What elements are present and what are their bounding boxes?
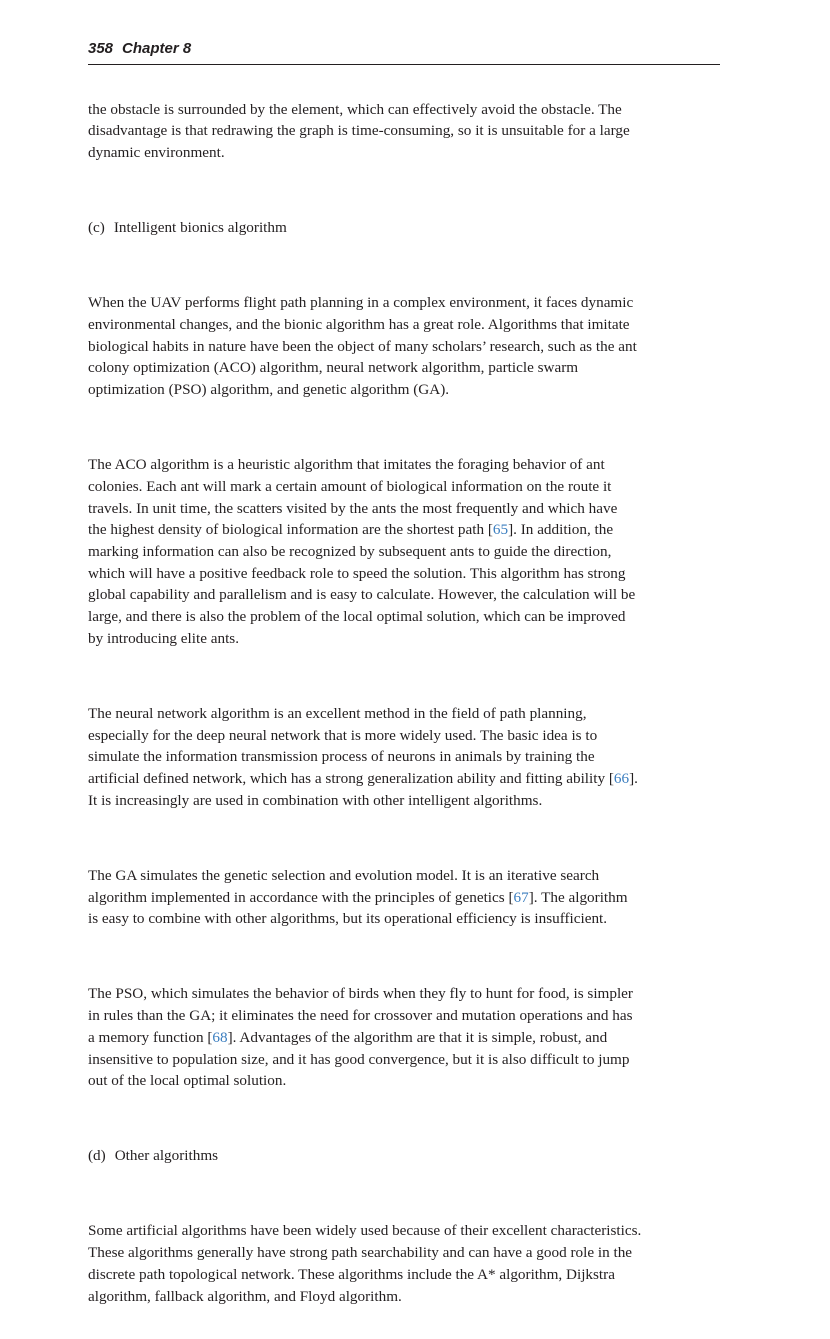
citation-link-67[interactable]: 67 [513,888,529,906]
paragraph-ga [88,865,720,930]
section-label-d: (d) [88,1147,106,1165]
paragraph-neural-network [88,703,720,812]
section-title-d: Other algorithms [114,1147,219,1165]
citation-link-66[interactable]: 66 [613,770,630,788]
citation-link-68[interactable]: 68 [212,1028,228,1046]
paragraph-aco [88,454,720,649]
paragraph-obstacle-continuation: the obstacle is surrounded by the element, which can effectively avoid the obstacle. The disadvantage is that redrawing the graph is time-consuming, so it is unsuitable for a large dynamic environment. [88,100,630,162]
citation-link-65[interactable]: 65 [492,521,509,539]
section-label-c: (c) [88,219,105,237]
section-heading-d [88,1145,720,1167]
paragraph-ga-part2: ]. The algorithm is easy to combine with other algorithms, but its operational efficiency is insufficient. [88,888,628,928]
paragraph-pso [88,983,720,1092]
paragraph-neural-network-part2: ]. It is increasingly are used in combination with other intelligent algorithms. [88,770,638,809]
page-number: 358 [88,40,114,57]
section-title-c: Intelligent bionics algorithm [113,219,287,237]
section-heading-c [88,217,720,239]
body-text [88,77,720,1339]
paragraph-other-algorithms: Some artificial algorithms have been widely used because of their excellent characteristics. These algorithms generally have strong path searchability and can have a good role in the discrete path topological network. These algorithms include the A* algorithm, Dijkstra algorithm, fallback algorithm, and Floyd algorithm. [88,1222,642,1305]
paragraph-aco-part2: ]. In addition, the marking information can also be recognized by subsequent ants to guide the direction, which will have a positive feedback role to speed the solution. This algorithm has strong global capability and parallelism and is easy to calculate. However, the calculation will be large, and there is also the problem of the local optimal solution, which can be improved by introducing elite ants. [88,521,636,647]
paragraph-ga-part1: The GA simulates the genetic selection and evolution model. It is an iterative search algorithm implemented in accordance with the principles of genetics [ [88,866,600,906]
paragraph-pso-part1: The PSO, which simulates the behavior of birds when they fly to hunt for food, is simpler in rules than the GA; it eliminates the need for crossover and mutation operations and has a memory function [ [88,985,633,1046]
paragraph-aco-part1: The ACO algorithm is a heuristic algorithm that imitates the foraging behavior of ant colonies. Each ant will mark a certain amount of biological information on the route it travels. In unit time, the scatters visited by the ants the most frequently and which have the highest density of biological information are the shortest path [ [88,456,618,539]
running-header [88,38,720,65]
paragraph-bionic-intro: When the UAV performs flight path planning in a complex environment, it faces dynamic environmental changes, and the bionic algorithm has a great role. Algorithms that imitate biological habits in nature have been the object of many scholars’ research, such as the ant colony optimization (ACO) algorithm, neural network algorithm, particle swarm optimization (PSO) algorithm, and genetic algorithm (GA). [88,294,637,399]
paragraph-neural-network-part1: The neural network algorithm is an excellent method in the field of path planning, especially for the deep neural network that is more widely used. The basic idea is to simulate the information transmission process of neurons in animals by training the artificial defined network, which has a strong generalization ability and fitting ability [ [88,704,614,788]
paragraph-pso-part2: ]. Advantages of the algorithm are that it is simple, robust, and insensitive to population size, and it has good convergence, but it is also difficult to jump out of the local optimal solution. [88,1028,630,1090]
chapter-title: Chapter 8 [122,40,192,57]
